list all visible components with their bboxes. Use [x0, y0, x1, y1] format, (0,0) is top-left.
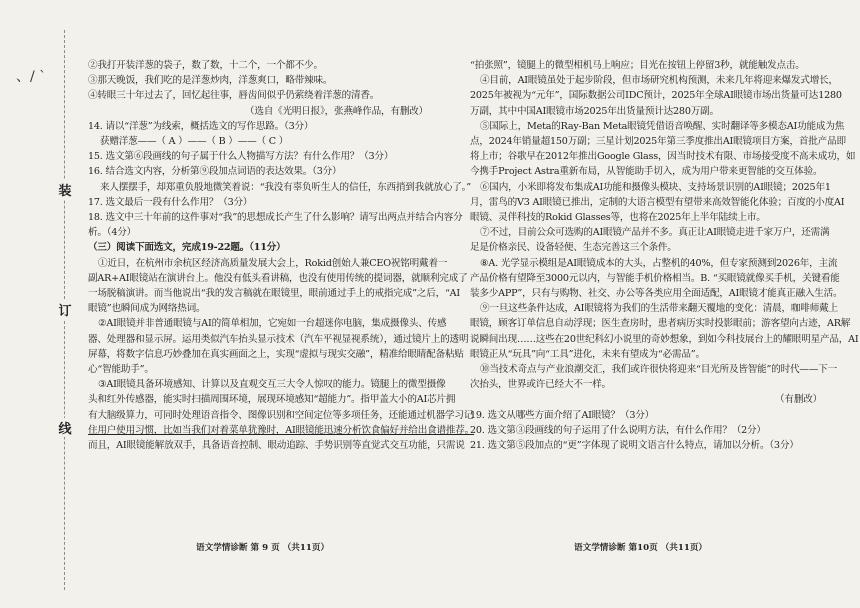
- passage-line: 有大脑级算力，可同时处理语音指令、图像识别和空间定位等多项任务，还能通过机器学习记: [88, 409, 474, 421]
- passage-line: 2025年被视为“元年”，国际数据公司IDC预计，2025年全球AI眼镜市场出货量可达1280: [470, 90, 842, 102]
- question-16: 16. 结合选文内容，分析第⑨段加点词语的表达效果。（3分）: [88, 166, 342, 178]
- passage-line: 而且，AI眼镜能解放双手，具备语音控制、眼动追踪、手势识别等直觉式交互功能，只需说: [88, 440, 465, 452]
- passage-line: 眼镜正从“玩具”向“工具”进化，未来有望成为“必需品”。: [470, 348, 705, 360]
- source-note: （有删改）: [775, 394, 822, 406]
- passage-line: 万副，其中中国AI眼镜市场2025年出货量预计达280万副。: [470, 105, 719, 117]
- passage-line: ⑥国内，小米即将发布集成AI功能和摄像头模块、支持场景识别的AI眼镜；2025年1: [480, 181, 831, 193]
- question-14-blanks: 获赠洋葱——（ A ）——（ B ）——（ C ）: [100, 136, 289, 148]
- passage-line: 眼镜”也瞬间成为网络热词。: [88, 303, 206, 315]
- section-heading: （三）阅读下面选文，完成19-22题。（11分）: [88, 242, 286, 254]
- underlined-passage-line: 住用户使用习惯，比如当我们对着菜单犹豫时，AI眼镜能迅速分析饮食偏好并给出食谱推荐。: [88, 424, 475, 436]
- question-14: 14. 请以“洋葱”为线索，概括选文的写作思路。（3分）: [88, 120, 314, 132]
- passage-line: 一场脱稿演讲。而当他说出“我的发言稿就在眼镜里，眼前通过手上的戒指完成”之后，“AI: [88, 288, 460, 300]
- passage-line: “拍张照”，镜腿上的微型相机马上响应；目光在按钮上停留3秒，就能触发点击。: [470, 60, 805, 71]
- passage-line: 次抬头，世界或许已经大不一样。: [470, 379, 611, 391]
- passage-line: 器、处理器和显示屏。运用类似汽车抬头显示技术（汽车平视显视系统），通过镜片上的透明: [88, 333, 469, 345]
- binding-mark-bottom: 线: [56, 418, 74, 437]
- passage-line: 心“智能助手”。: [88, 364, 154, 376]
- page-9-footer: 语文学情诊断 第 9 页 （共11页）: [196, 543, 330, 553]
- passage-line: 足是价格亲民、设备轻便、生态完善这三个条件。: [470, 242, 677, 254]
- passage-line: ②AI眼镜并非普通眼镜与AI的简单相加，它宛如一台超迷你电脑，集成摄像头、传感: [98, 318, 447, 330]
- question-17: 17. 选文最后一段有什么作用？（3分）: [88, 196, 253, 208]
- passage-line: 说瞬间出现……这些在20世纪科幻小说里的奇妙想象，到如今科技展台上的耀眼明星产品，AI: [470, 333, 859, 345]
- text-line: ④转眼三十年过去了，回忆起往事，唇齿间似乎仍萦绕着洋葱的清香。: [88, 90, 380, 102]
- passage-line: 将上市；谷歌早在2012年推出Google Glass，因当时技术有限、市场接受度不高未成功，如: [470, 151, 856, 163]
- passage-line: 点，2024年销量超150万副；三星计划2025年第三季度推出AI眼镜项目方案，首批产品即: [470, 136, 846, 148]
- page-10-footer: 语文学情诊断 第10页 （共11页）: [574, 543, 708, 553]
- question-21: 21. 选文第⑤段加点的“更”字体现了说明文语言什么特点，请加以分析。（3分）: [470, 440, 799, 452]
- question-18-cont: 析。（4分）: [88, 227, 137, 239]
- question-20: 20. 选文第③段画线的句子运用了什么说明方法，有什么作用？（2分）: [470, 424, 766, 436]
- passage-line: 屏幕，将数字信息巧妙叠加在真实画面之上，实现“虚拟与现实交融”，精准给眼睛配备粘贴: [88, 348, 464, 360]
- passage-line: 副AR+AI眼镜站在演讲台上。他没有低头看讲稿，也没有使用传统的提词器，就顺利完成了: [88, 272, 468, 284]
- binding-mark-mid: 订: [56, 300, 74, 319]
- passage-line: ④目前，AI眼镜虽处于起步阶段，但市场研究机构预测，未来几年将迎来爆发式增长，: [480, 75, 838, 87]
- passage-line: 月，雷鸟的V3 AI眼镜已推出，定制的大语言模型有望带来高效智能化体验；百度的小度AI: [470, 196, 845, 208]
- passage-line: 今携手Project Astra重新布局，从智能助手切入，成为用户带来更智能的交互体验。: [470, 166, 823, 178]
- question-15: 15. 选文第⑥段画线的句子属于什么人物描写方法？有什么作用？（3分）: [88, 151, 394, 163]
- page-10-column: [470, 58, 859, 453]
- passage-line: ⑧A. 光学显示模组是AI眼镜成本的大头，占整机的40%，但专家预测到2026年，主流: [480, 257, 838, 269]
- page-9-column: [88, 58, 475, 453]
- passage-line: ⑩当技术奇点与产业浪潮交汇，我们或许很快将迎来“目光所及皆智能”的时代——下一: [480, 364, 837, 376]
- passage-line: 眼镜，顾客订单信息自动浮现；医生查房时，患者病历实时投影眼前；游客望向古迹，AR解: [470, 318, 851, 330]
- binding-mark-top: 装: [56, 180, 74, 199]
- passage-line: ③AI眼镜具备环境感知、计算以及直观交互三大令人惊叹的能力。镜腿上的微型摄像: [98, 379, 446, 391]
- question-19: 19. 选文从哪些方面介绍了AI眼镜？（3分）: [470, 409, 655, 421]
- passage-line: 产品价格有望降至3000元以内，与智能手机价格相当。B. “买眼镜就像买手机，关键看能: [470, 272, 840, 284]
- text-line: ②我打开装洋葱的袋子，数了数，十二个，一个都不少。: [88, 60, 323, 71]
- quoted-sentence: 来人摆摆手，却郑重负殷地微笑着说：“我没有辜负听生人的信任，东西捎到我就放心了。”: [100, 181, 471, 193]
- passage-line: ⑨一旦这些条件达成，AI眼镜将为我们的生活带来翻天覆地的变化：清晨，咖啡师戴上: [480, 303, 838, 315]
- question-18: 18. 选文中三十年前的这件事对“我”的思想成长产生了什么影响？请写出两点并结合内容分: [88, 212, 463, 224]
- passage-line: ①近日，在杭州市余杭区经济高质量发展大会上，Rokid创始人兼CEO祝铭明戴着一: [98, 257, 448, 269]
- passage-line: 装多少APP”，只有与购物、社交、办公等各类应用全面适配，AI眼镜才能真正融入生活。: [470, 288, 843, 300]
- source-note: （选自《光明日报》，张燕峰作品，有删改）: [244, 105, 428, 117]
- passage-line: ⑦不过，目前公众可选购的AI眼镜产品并不多。真正让AI眼镜走进千家万户，还需满: [480, 227, 830, 239]
- passage-line: ⑤国际上，Meta的Ray-Ban Meta眼镜凭借语音唤醒、实时翻译等多模态AI功能成为焦: [480, 120, 845, 132]
- passage-line: 眼镜、灵伴科技的Rokid Glasses等，也将在2025年上半年陆续上市。: [470, 212, 766, 224]
- text-line: ③那天晚饭，我们吃的是洋葱炒肉，洋葱爽口，略带辣味。: [88, 75, 333, 87]
- scan-mark: 、/ ˋ: [16, 69, 47, 85]
- passage-line: 头和红外传感器，能实时扫描周围环境，展现环境感知“超能力”。指甲盖大小的AI芯片拥: [88, 394, 456, 406]
